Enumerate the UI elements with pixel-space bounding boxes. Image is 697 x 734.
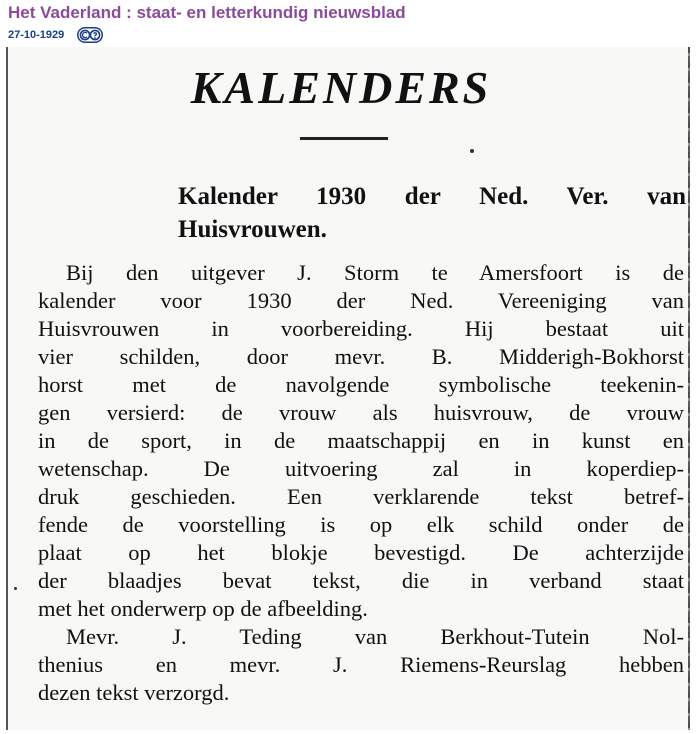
scan-edge xyxy=(688,47,690,730)
body-line: wetenschap. De uitvoering zal in koperdiep- xyxy=(38,456,684,481)
body-line: fende de voorstelling is op elk schild onder de xyxy=(38,512,684,537)
body-line: der blaadjes bevat tekst, die in verband staat xyxy=(38,568,684,593)
body-line: Huisvrouwen in voorbereiding. Hij bestaat uit xyxy=(38,316,684,341)
article-headline: KALENDERS xyxy=(190,62,492,113)
body-line: plaat op het blokje bevestigd. De achterzijde xyxy=(38,540,684,565)
body-line: in de sport, in de maatschappij en in kunst en xyxy=(38,428,684,453)
body-line: horst met de navolgende symbolische teekenin- xyxy=(38,372,684,397)
body-line: gen versierd: de vrouw als huisvrouw, de vrouw xyxy=(38,400,684,425)
copyright-status-icon-graphic xyxy=(77,27,103,43)
body-line: Mevr. J. Teding van Berkhout-Tutein Nol- xyxy=(66,624,684,649)
body-line: dezen tekst verzorgd. xyxy=(38,680,230,705)
article-body xyxy=(38,259,684,707)
copyright-status-icon[interactable] xyxy=(77,27,103,43)
body-line: vier schilden, door mevr. B. Midderigh-Bokhorst xyxy=(38,344,684,369)
margin-mark xyxy=(14,587,17,590)
body-line: met het onderwerp op de afbeelding. xyxy=(38,596,368,621)
body-line: thenius en mevr. J. Riemens-Reurslag hebben xyxy=(38,652,684,677)
body-line: druk geschieden. Een verklarende tekst betref- xyxy=(38,484,684,509)
article-subheading xyxy=(178,180,686,246)
body-line: kalender voor 1930 der Ned. Vereeniging van xyxy=(38,288,684,313)
publication-date: 27-10-1929 xyxy=(8,29,65,41)
headline-rule xyxy=(300,137,388,140)
print-speck xyxy=(470,149,474,153)
body-line: Bij den uitgever J. Storm te Amersfoort is de xyxy=(66,260,684,285)
meta-row xyxy=(8,27,103,43)
subheading-line: Kalender 1930 der Ned. Ver. van xyxy=(178,183,686,210)
newspaper-title-link[interactable]: Het Vaderland : staat- en letterkundig nieuwsblad xyxy=(8,3,406,22)
subheading-line: Huisvrouwen. xyxy=(178,216,327,243)
clipping-header xyxy=(8,2,689,46)
newspaper-clipping xyxy=(6,47,690,730)
